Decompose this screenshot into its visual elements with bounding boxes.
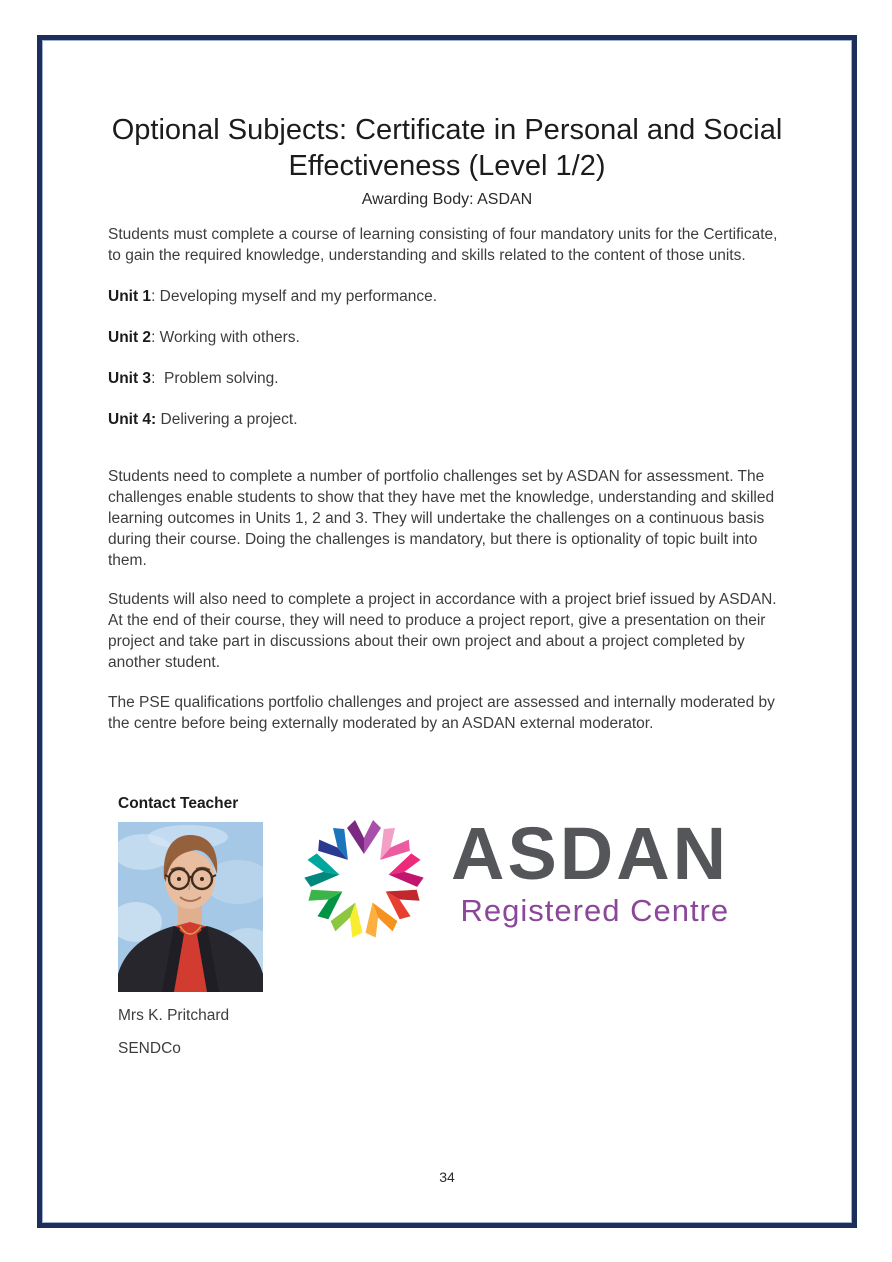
asdan-wordmark: ASDAN [451,812,730,895]
page-border-frame [37,35,857,1228]
teacher-role: SENDCo [118,1040,181,1057]
contact-row [118,812,786,1059]
contact-section [108,793,786,1059]
contact-teacher-heading: Contact Teacher [118,795,239,812]
unit-3-label: Unit 3 [108,370,152,387]
teacher-name: Mrs K. Pritchard [118,1007,230,1024]
unit-2-text: : Working with others. [151,329,300,346]
unit-4-text: Delivering a project. [156,411,298,428]
teacher-column [118,822,263,1059]
portfolio-paragraph: Students need to complete a number of portfolio challenges set by ASDAN for assessment. The challenges enable students to show that they have met the knowledge, understanding and skilled learning outcomes in Units 1, 2 and 3. They will undertake the challenges on a continuous basis during their course. Doing the challenges is mandatory, but there is optionality of topic built into them. [108,468,775,569]
awarding-body-subtitle: Awarding Body: ASDAN [361,191,533,208]
intro-paragraph: Students must complete a course of learning consisting of four mandatory units for the Certificate, to gain the required knowledge, understanding and skills related to the content of those units. [108,226,778,264]
unit-2-line [108,327,786,348]
unit-4-line [108,409,786,430]
page-content [42,112,852,1059]
unit-3-line [108,368,786,389]
page-title: Optional Subjects: Certificate in Personal and Social Effectiveness (Level 1/2) [111,114,783,182]
unit-1-label: Unit 1 [108,288,152,305]
project-paragraph: Students will also need to complete a project in accordance with a project brief issued by ASDAN. At the end of their course, they will need to produce a project report, give a presentation on their project and take part in discussions about their own project and about a project completed by another student. [108,591,777,671]
unit-2-label: Unit 2 [108,329,152,346]
asdan-tagline: Registered Centre [460,893,730,928]
asdan-logo [303,812,730,940]
unit-4-label: Unit 4: [108,411,157,428]
unit-1-text: : Developing myself and my performance. [151,288,438,305]
asdan-chevron-wheel-icon [303,818,425,940]
unit-1-line [108,286,786,307]
asdan-logo-text [451,812,730,928]
teacher-photo [118,822,263,992]
page-number: 34 [439,1169,455,1185]
unit-3-text: : Problem solving. [151,370,279,387]
teacher-photo-illustration [118,822,263,992]
moderation-paragraph: The PSE qualifications portfolio challenges and project are assessed and internally moderated by the centre before being externally moderated by an ASDAN external moderator. [108,694,775,732]
